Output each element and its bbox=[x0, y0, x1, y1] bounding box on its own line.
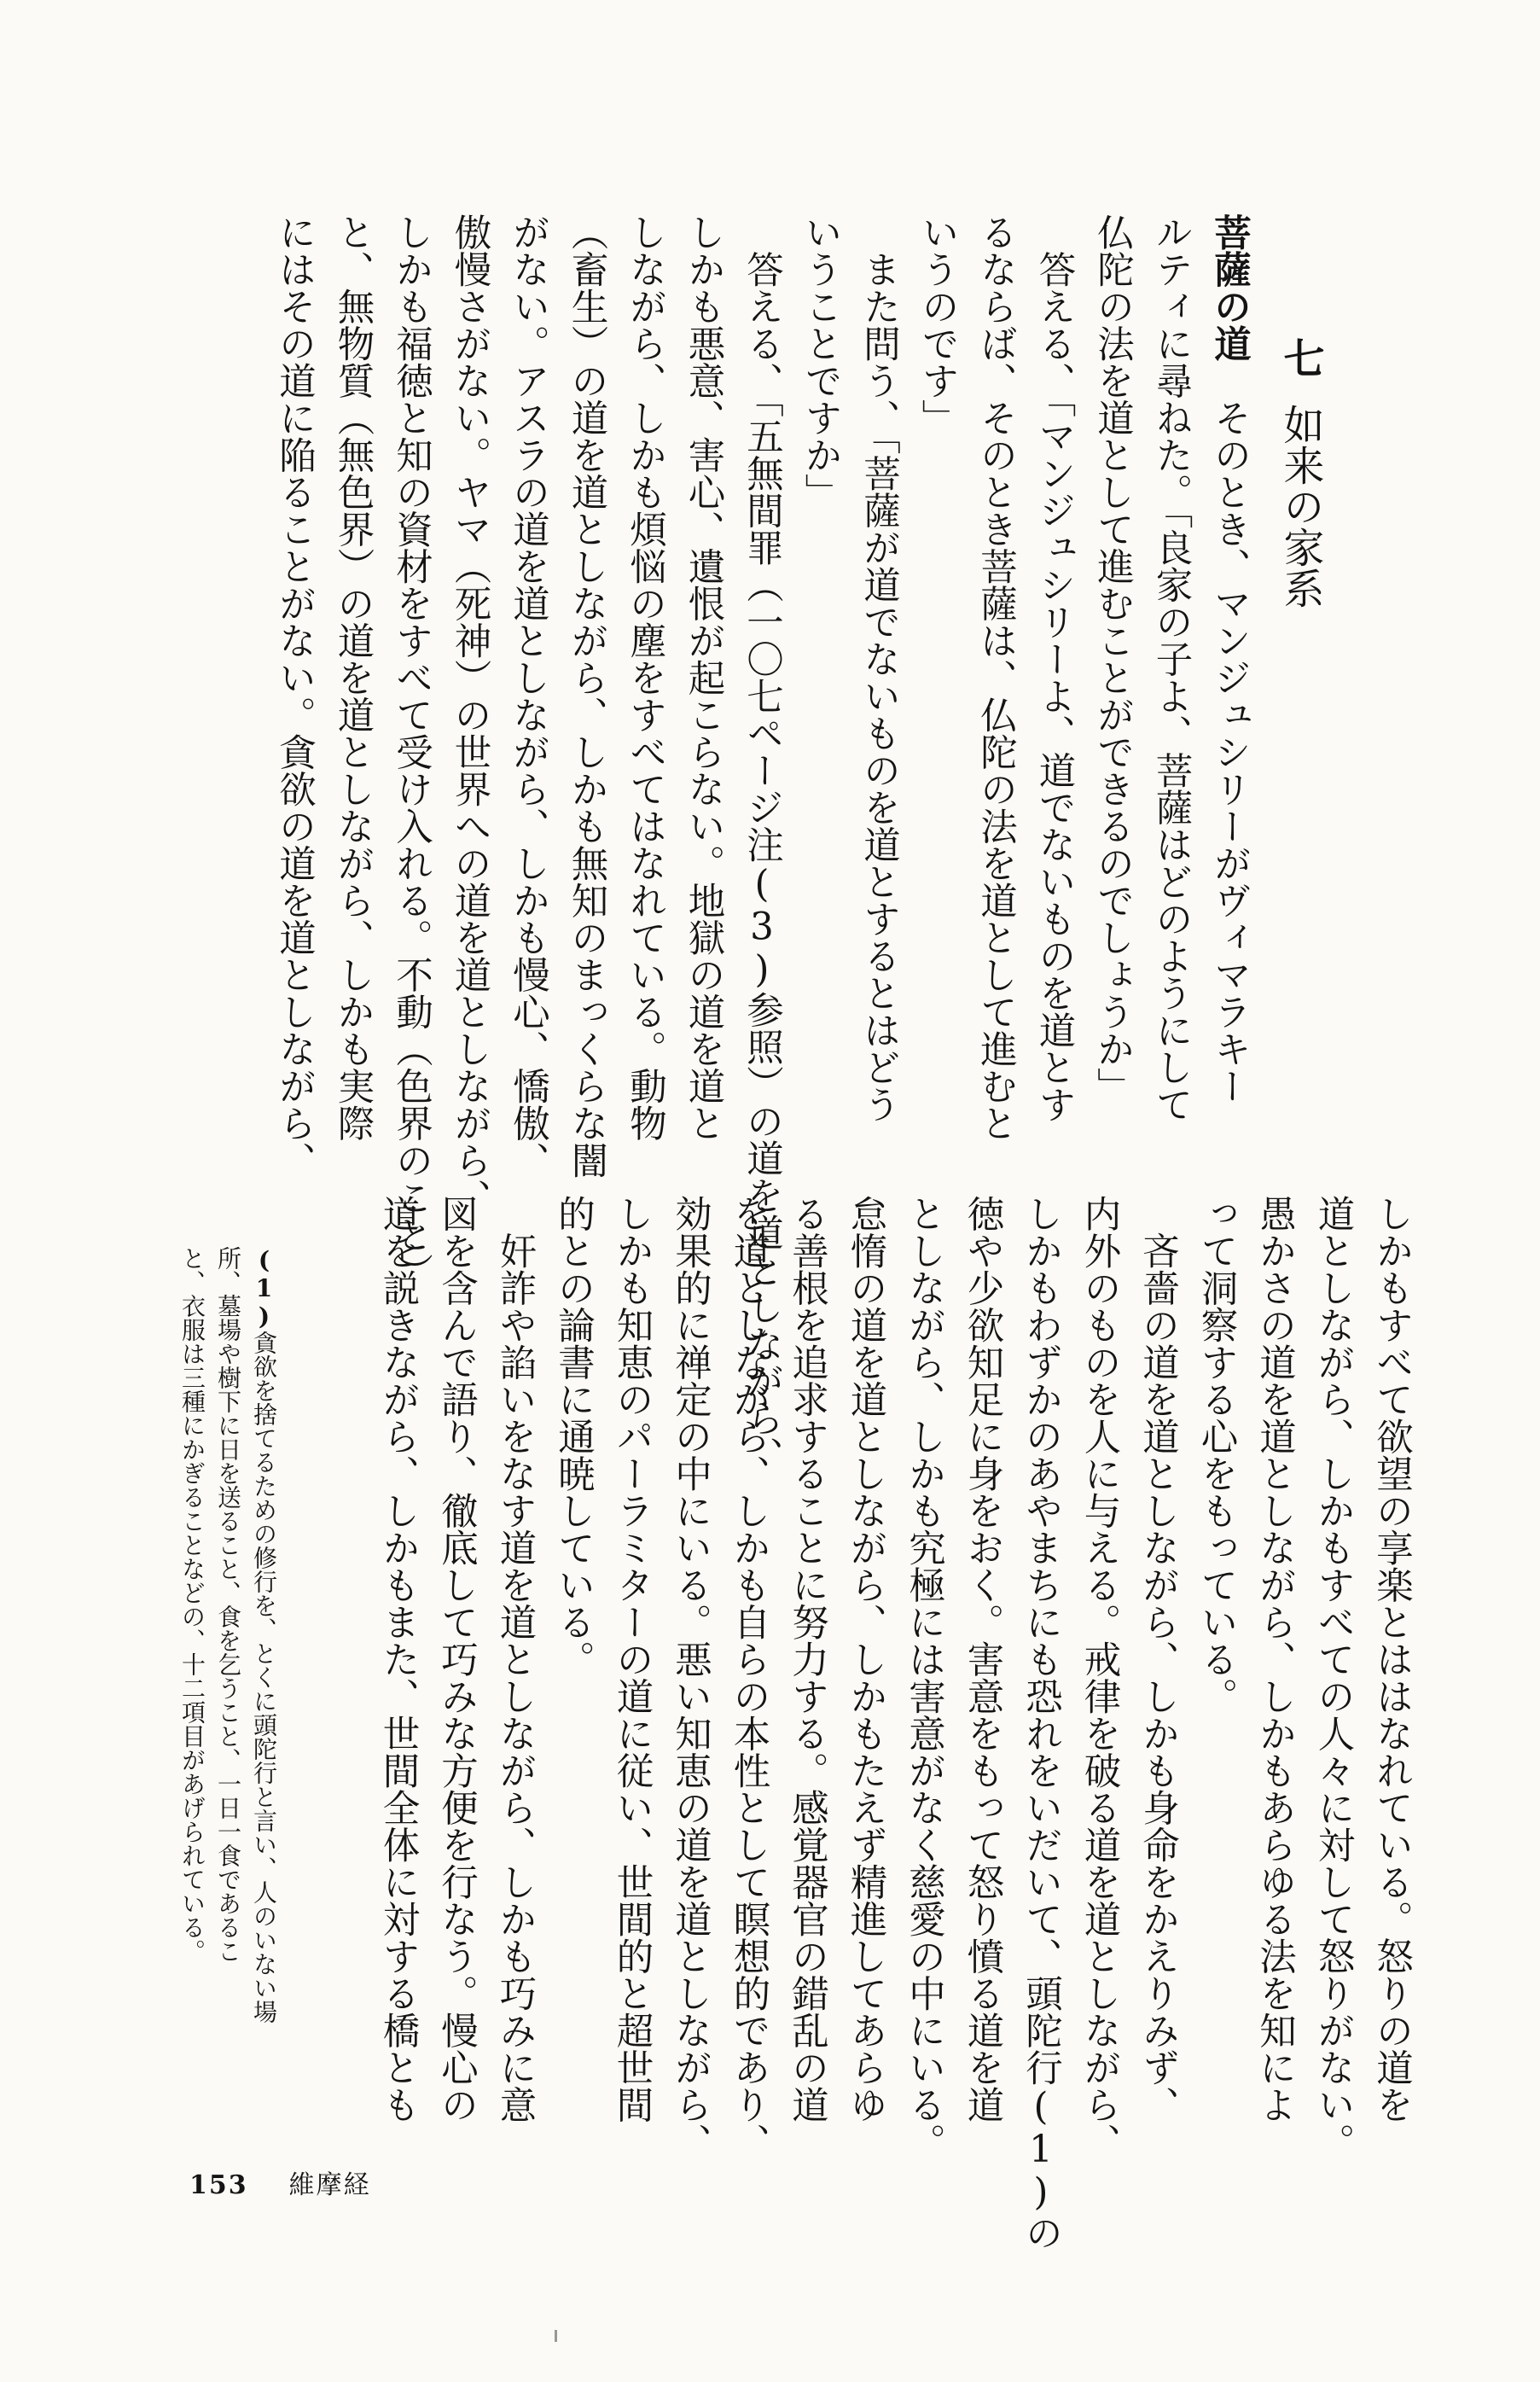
text-line: るならば、そのとき菩薩は、仏陀の法を道として進むと bbox=[974, 213, 1017, 1142]
footnote-line: (1)貪欲を捨てるための修行を、とくに頭陀行と言い、人のいない場 bbox=[250, 1246, 278, 2024]
subsection-heading: 菩薩の道 bbox=[1208, 213, 1252, 362]
text-line: 道を説きながら、しかもまた、世間全体に対する橋とも bbox=[376, 1195, 420, 2123]
text-line: 菩薩の道 そのとき、マンジュシリーがヴィマラキー bbox=[1208, 213, 1252, 1104]
page-footer bbox=[189, 2164, 371, 2201]
page-number: 153 bbox=[189, 2170, 248, 2200]
text-line: と、無物質（無色界）の道を道としながら、しかも実際 bbox=[331, 213, 375, 1142]
text-line: 答える、「マンジュシリーよ、道でないものを道とす bbox=[1032, 213, 1076, 1123]
text-line: 奸詐や諂いをなす道を道としながら、しかも巧みに意 bbox=[493, 1195, 537, 2123]
text-line: って洞察する心をもっている。 bbox=[1194, 1195, 1238, 1715]
lower-text-column bbox=[369, 1195, 1421, 2251]
section-heading bbox=[1274, 337, 1327, 627]
text-line: 怠惰の道を道としながら、しかもたえず精進してあらゆ bbox=[844, 1195, 887, 2123]
text-line: を道としながら、しかも自らの本性として瞑想的であり、 bbox=[727, 1195, 770, 2160]
text-line: しかも悪意、害心、遺恨が起こらない。地獄の道を道と bbox=[682, 213, 725, 1142]
text-line: 効果的に禅定の中にいる。悪い知恵の道を道としながら、 bbox=[669, 1195, 712, 2160]
footnote-line: と、衣服は三種にかぎることなどの、十二項目があげられている。 bbox=[178, 1246, 206, 1963]
text-line: 吝嗇の道を道としながら、しかも身命をかえりみず、 bbox=[1136, 1195, 1179, 2123]
text-line: しかもわずかのあやまちにも恐れをいだいて、頭陀行(1)の bbox=[1020, 1195, 1062, 2251]
text-line: 道としながら、しかもすべての人々に対して怒りがない。 bbox=[1311, 1195, 1355, 2160]
text-line: 的との論書に通暁している。 bbox=[552, 1195, 595, 1678]
footnote-number: (1) bbox=[250, 1246, 278, 1331]
text-line: いうのです」 bbox=[915, 213, 959, 436]
text-line: 答える、「五無間罪（一〇七ページ注(3)参照）の道を道としながら、 bbox=[741, 213, 783, 1474]
text-line: しかもすべて欲望の享楽とははなれている。怒りの道を bbox=[1370, 1195, 1413, 2123]
text-line: しかも福徳と知の資材をすべて受け入れる。不動（色界のこと） bbox=[390, 213, 433, 1290]
running-title: 維摩経 bbox=[288, 2170, 371, 2200]
text-line: 図を含んで語り、徹底して巧みな方便を行なう。慢心の bbox=[435, 1195, 478, 2123]
text-line: しながら、しかも煩悩の塵をすべてはなれている。動物 bbox=[624, 213, 666, 1142]
text-line: また問う、「菩薩が道でないものを道とするとはどう bbox=[857, 213, 900, 1123]
text-line: ルティに尋ねた。「良家の子よ、菩薩はどのようにして bbox=[1149, 213, 1193, 1123]
text-line: 愚かさの道を道としながら、しかもあらゆる法を知によ bbox=[1253, 1195, 1296, 2123]
text-line: にはその道に陥ることがない。貪欲の道を道としながら、 bbox=[273, 213, 316, 1179]
text-line: いうことですか」 bbox=[799, 213, 842, 510]
footnote-line: 所、墓場や樹下に日を送ること、食を乞うこと、一日一食であるこ bbox=[214, 1246, 242, 1963]
text-line: がない。アスラの道を道としながら、しかも慢心、憍傲、 bbox=[507, 213, 549, 1179]
text-line: 内外のものを人に与える。戒律を破る道を道としながら、 bbox=[1078, 1195, 1121, 2160]
text-line: としながら、しかも究極には害意がなく慈愛の中にいる。 bbox=[903, 1195, 945, 2160]
footnote-block bbox=[174, 1246, 282, 2117]
text-line: 傲慢さがない。ヤマ（死神）の世界への道を道としながら、 bbox=[448, 213, 491, 1216]
text-line: しかも知恵のパーラミターの道に従い、世間的と超世間 bbox=[610, 1195, 654, 2123]
section-title: 如来の家系 bbox=[1276, 404, 1324, 609]
text-line: （畜生）の道を道としながら、しかも無知のまっくらな闇 bbox=[565, 213, 608, 1179]
text-line: 徳や少欲知足に身をおく。害意をもって怒り憤る道を道 bbox=[961, 1195, 1004, 2123]
text-line: る善根を追求することに努力する。感覚器官の錯乱の道 bbox=[786, 1195, 828, 2123]
text-line: 仏陀の法を道として進むことができるのでしょうか」 bbox=[1091, 213, 1134, 1104]
section-number: 七 bbox=[1276, 337, 1324, 378]
print-speck bbox=[555, 2330, 557, 2342]
